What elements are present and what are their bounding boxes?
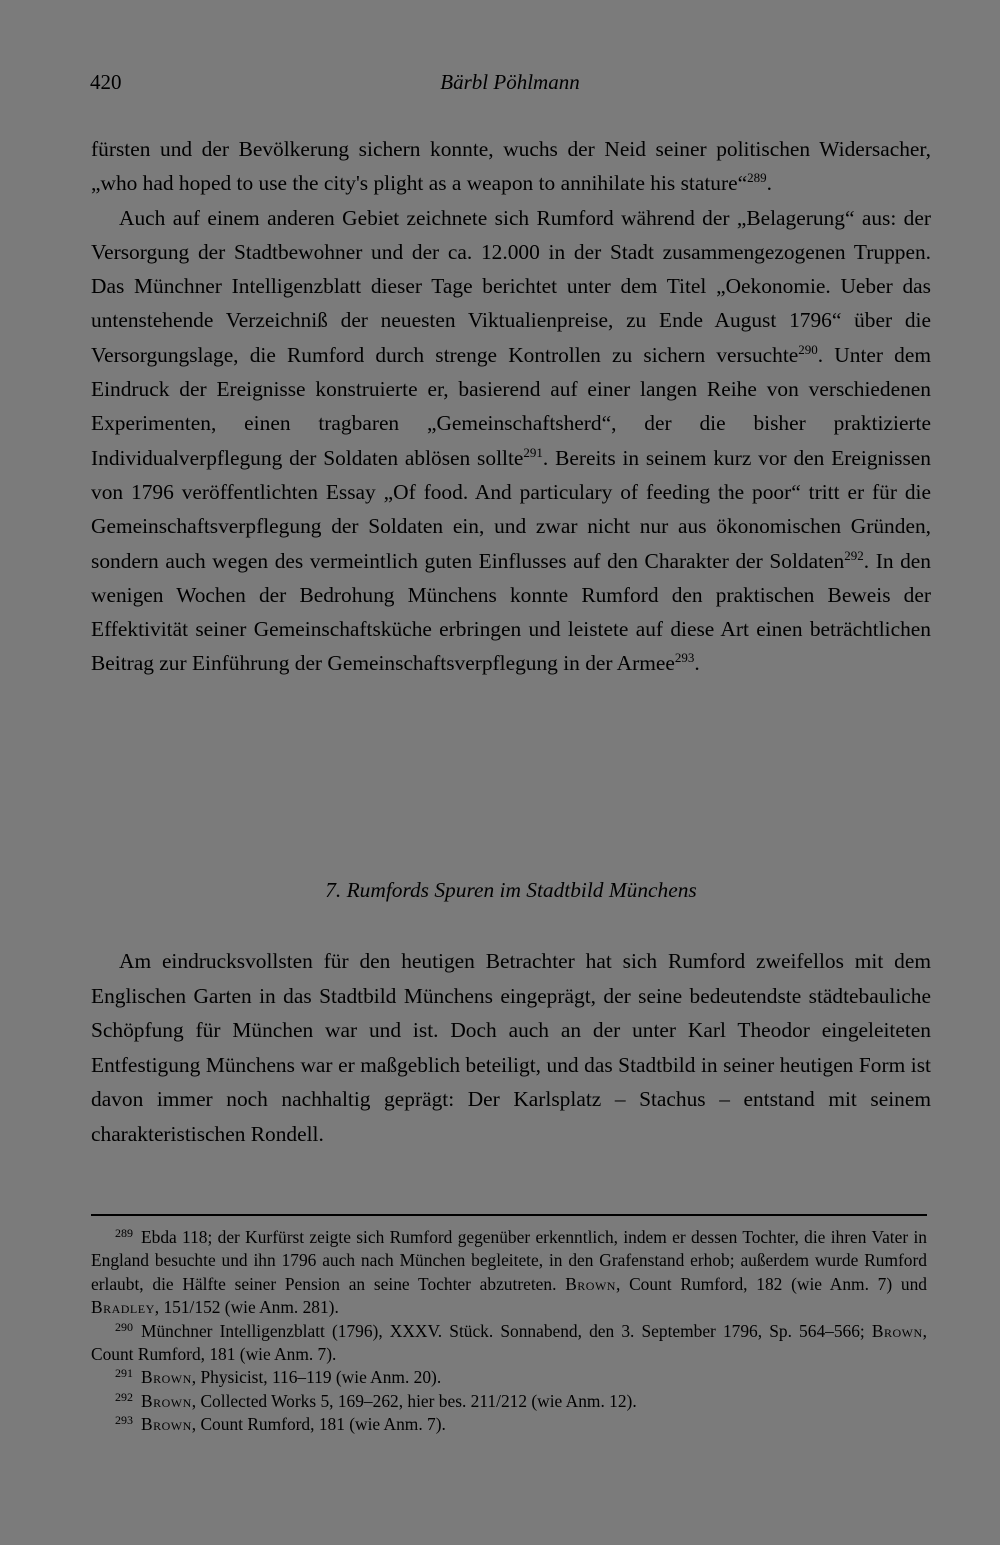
- text-run: fürsten und der Bevölkerung sichern konnte, wuchs der Neid seiner politischen Widersacher, „who had hoped to use the city's plight as a weapon to annihilate his stature“: [91, 137, 931, 196]
- footnote-293: [91, 1413, 927, 1436]
- section-heading: 7. Rumfords Spuren im Stadtbild Münchens: [325, 878, 697, 902]
- footnote-ref-291[interactable]: 291: [523, 444, 543, 460]
- footnote-290: [91, 1320, 927, 1367]
- text-run: . Unter dem Eindruck der Ereignisse konstruierte er, basierend auf einer langen Reihe von verschiedenen Experimenten, einen tragbaren „Gemeinschaftsherd“, der die bisher praktizierte Individualverpflegung der Soldaten ablösen sollte: [91, 342, 932, 470]
- text-run: Auch auf einem anderen Gebiet zeichnete sich Rumford während der „Belagerung“ aus: der Versorgung der Stadtbewohner und der ca. 12.000 in der Stadt zusammengezogenen Truppen. Das Münchner Intelligenzblatt dieser Tage berichtet unter dem Titel „Oekonomie. Ueber das untenstehende Verzeichniß der neuesten Viktualienpreise, zu Ende August 1796“ über die Versorgungslage, die Rumford durch strenge Kontrollen zu sichern versuchte: [91, 205, 931, 367]
- text-run: . In den wenigen Wochen der Bedrohung Münchens konnte Rumford den praktischen Beweis der Effektivität seiner Gemeinschaftsküche erbringen und leistete auf diese Art einen beträchtlichen Beitrag zur Einführung der Gemeinschaftsverpflegung in der Armee: [91, 548, 931, 676]
- footnote-ref-292[interactable]: 292: [844, 547, 864, 563]
- footnote-text: Münchner Intelligenzblatt (1796), XXXV. Stück. Sonnabend, den 3. September 1796, Sp. 564–566;: [141, 1320, 872, 1341]
- author-name: Bradley: [91, 1297, 155, 1318]
- footnote-text: , Physicist, 116–119 (wie Anm. 20).: [191, 1367, 442, 1388]
- footnote-ref-290[interactable]: 290: [798, 341, 818, 357]
- footnote-291: [91, 1366, 927, 1389]
- footnote-number: 293: [115, 1413, 133, 1428]
- paragraph: Am eindrucksvollsten für den heutigen Betrachter hat sich Rumford zweifellos mit dem Englischen Garten in das Stadtbild Münchens eingeprägt, der seine bedeutendste städtebauliche Schöpfung für München war und ist. Doch auch an der unter Karl Theodor eingeleiteten Entfestigung Münchens war er maßgeblich beteiligt, und das Stadtbild in seiner heutigen Form ist davon immer noch nachhaltig geprägt: Der Karlsplatz – Stachus – entstand mit seinem charakteristischen Rondell.: [91, 949, 931, 1146]
- footnote-number: 290: [115, 1319, 133, 1334]
- text-run: .: [694, 651, 700, 676]
- footnote-text: , Count Rumford, 182 (wie Anm. 7) und: [615, 1273, 928, 1294]
- author-name: Brown: [565, 1273, 616, 1294]
- footnote-text: Ebda 118; der Kurfürst zeigte sich Rumford gegenüber erkenntlich, indem er dessen Tochter, die ihren Vater in England besuchte und ihn 1796 auch nach München begleitete, in den Grafenstand erhob; außerdem wurde Rumford erlaubt, die Hälfte seiner Pension an seine Tochter abzutreten.: [91, 1227, 927, 1294]
- footnote-text: , Count Rumford, 181 (wie Anm. 7).: [91, 1320, 927, 1365]
- footnote-text: , 151/152 (wie Anm. 281).: [154, 1297, 339, 1318]
- paragraph: [91, 201, 931, 681]
- footnote-number: 289: [115, 1226, 133, 1240]
- footnote-number: 292: [115, 1389, 133, 1404]
- author-name: Brown: [141, 1367, 192, 1388]
- author-name: Brown: [871, 1320, 923, 1341]
- footnote-289: [91, 1226, 927, 1320]
- running-title-author: Bärbl Pöhlmann: [440, 70, 580, 94]
- paragraph-continued: [91, 132, 931, 201]
- footnotes: [91, 1226, 927, 1437]
- footnote-ref-289[interactable]: 289: [747, 170, 767, 186]
- page-number: 420: [90, 70, 122, 94]
- text-run: .: [766, 171, 772, 196]
- footnote-text: , Collected Works 5, 169–262, hier bes. 211/212 (wie Anm. 12).: [191, 1390, 637, 1411]
- section-text: [91, 944, 931, 1151]
- footnote-number: 291: [115, 1366, 133, 1381]
- author-name: Brown: [141, 1414, 192, 1435]
- footnote-divider: [91, 1214, 927, 1216]
- footnote-text: , Count Rumford, 181 (wie Anm. 7).: [191, 1414, 446, 1435]
- running-head: [90, 70, 930, 100]
- text-run: . Bereits in seinem kurz vor den Ereignissen von 1796 veröffentlichten Essay „Of food. And particulary of feeding the poor“ tritt er für die Gemeinschaftsverpflegung der Soldaten ein, und zwar nicht nur aus ökonomischen Gründen, sondern auch wegen des vermeintlich guten Einflusses auf den Charakter der Soldaten: [91, 445, 931, 573]
- footnote-292: [91, 1390, 927, 1413]
- footnote-ref-293[interactable]: 293: [674, 650, 695, 666]
- author-name: Brown: [141, 1390, 192, 1411]
- main-text: [91, 132, 931, 681]
